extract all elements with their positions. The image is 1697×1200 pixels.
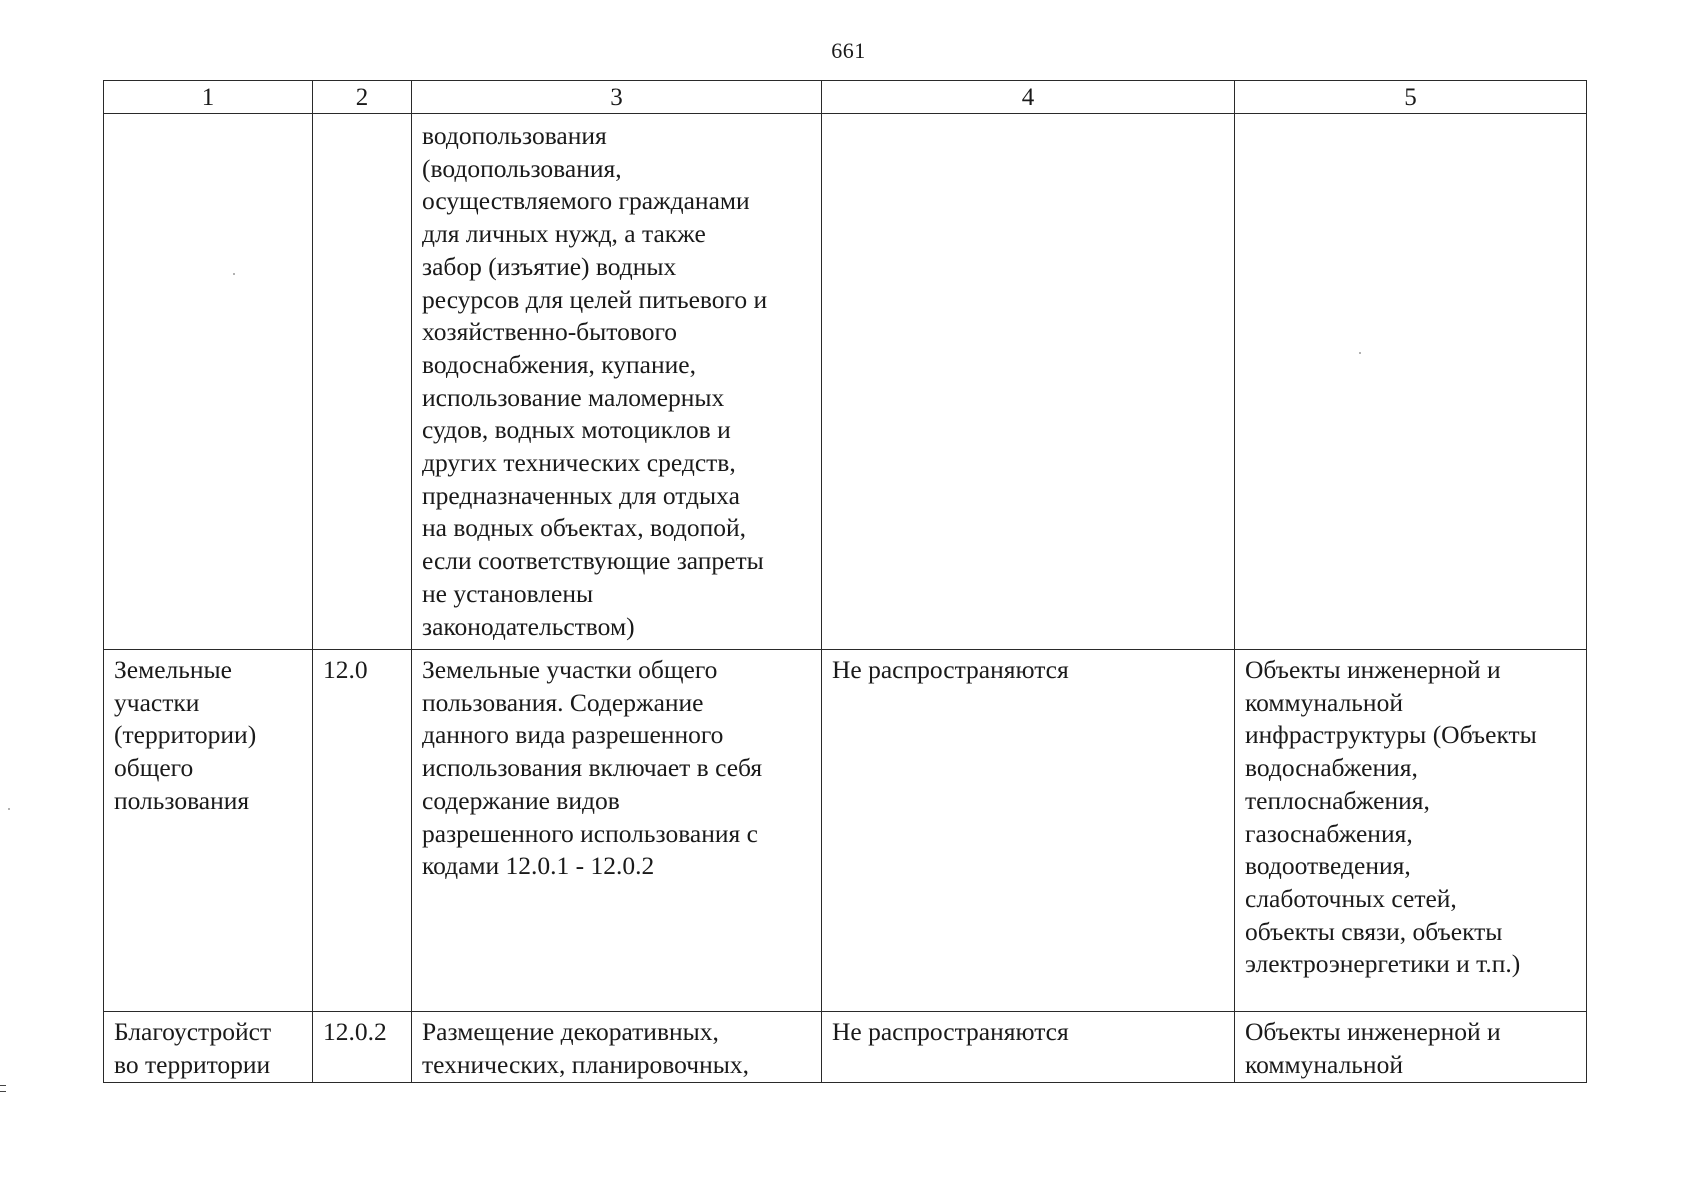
cell-name: [104, 114, 313, 650]
cell-description: [412, 114, 822, 650]
column-header: 1: [104, 81, 313, 114]
text-line: водоснабжения,: [1245, 753, 1418, 783]
cell-restrictions: [822, 114, 1235, 650]
text-line: Объекты инженерной и: [1245, 655, 1501, 684]
text-line: коммунальной: [1245, 1049, 1403, 1079]
text-line: объекты связи, объекты: [1245, 916, 1503, 946]
text-line: других технических средств,: [422, 448, 736, 478]
text-line: Объекты инженерной и: [1245, 1017, 1501, 1046]
text-line: хозяйственно-бытового: [422, 317, 678, 347]
table-header-row: [104, 81, 1587, 114]
text-line: не установлены: [422, 578, 594, 608]
cell-name: [104, 650, 313, 1012]
text-line: пользования. Содержание: [422, 687, 704, 717]
cell-restrictions: Не распространяются: [822, 1012, 1235, 1083]
land-use-table: [103, 80, 1587, 1083]
text-line: предназначенных для отдыха: [422, 480, 740, 510]
scan-speck: [8, 808, 10, 810]
text-line: газоснабжения,: [1245, 818, 1413, 848]
text-line: законодательством): [422, 611, 635, 641]
text-line: для личных нужд, а также: [422, 219, 706, 249]
text-line: кодами 12.0.1 - 12.0.2: [422, 851, 655, 881]
text-line: использование маломерных: [422, 382, 725, 412]
table-row: [104, 1012, 1587, 1083]
column-header: 2: [313, 81, 412, 114]
cell-code: 12.0: [313, 650, 412, 1012]
column-header: 4: [822, 81, 1235, 114]
text-line: если соответствующие запреты: [422, 546, 764, 576]
text-line: общего: [114, 753, 194, 783]
cell-name: [104, 1012, 313, 1083]
cell-code: 12.0.2: [313, 1012, 412, 1083]
text-line: разрешенного использования с: [422, 818, 758, 848]
table-row: [104, 650, 1587, 1012]
cell-objects: [1235, 114, 1587, 650]
cell-code: [313, 114, 412, 650]
cell-description: [412, 1012, 822, 1083]
scan-speck: [1359, 352, 1361, 354]
text-line: осуществляемого гражданами: [422, 186, 750, 216]
scan-speck: [233, 273, 235, 275]
cell-restrictions: Не распространяются: [822, 650, 1235, 1012]
text-line: Земельные участки общего: [422, 655, 718, 684]
text-line: участки: [114, 687, 200, 717]
text-line: (водопользования,: [422, 153, 622, 183]
text-line: использования включает в себя: [422, 753, 763, 783]
text-line: теплоснабжения,: [1245, 785, 1430, 815]
text-line: судов, водных мотоциклов и: [422, 415, 731, 445]
text-line: слаботочных сетей,: [1245, 883, 1457, 913]
column-header: 5: [1235, 81, 1587, 114]
text-line: водоотведения,: [1245, 851, 1411, 881]
text-line: водопользования: [422, 121, 607, 150]
scan-margin-mark: [0, 1085, 6, 1092]
text-line: содержание видов: [422, 785, 620, 815]
text-line: технических, планировочных,: [422, 1049, 749, 1079]
cell-description: [412, 650, 822, 1012]
cell-objects: [1235, 1012, 1587, 1083]
text-line: электроэнергетики и т.п.): [1245, 949, 1521, 979]
column-header: 3: [412, 81, 822, 114]
text-line: забор (изъятие) водных: [422, 251, 677, 281]
text-line: Размещение декоративных,: [422, 1017, 719, 1046]
text-line: коммунальной: [1245, 687, 1403, 717]
text-line: во территории: [114, 1049, 271, 1079]
table-row: [104, 114, 1587, 650]
text-line: Земельные: [114, 655, 232, 684]
cell-objects: [1235, 650, 1587, 1012]
text-line: ресурсов для целей питьевого и: [422, 284, 768, 314]
text-line: Благоустройст: [114, 1017, 272, 1046]
text-line: инфраструктуры (Объекты: [1245, 720, 1537, 750]
page-number: 661: [831, 38, 866, 63]
text-line: данного вида разрешенного: [422, 720, 724, 750]
text-line: (территории): [114, 720, 257, 750]
text-line: пользования: [114, 785, 250, 815]
text-line: на водных объектах, водопой,: [422, 513, 747, 543]
text-line: водоснабжения, купание,: [422, 349, 696, 379]
